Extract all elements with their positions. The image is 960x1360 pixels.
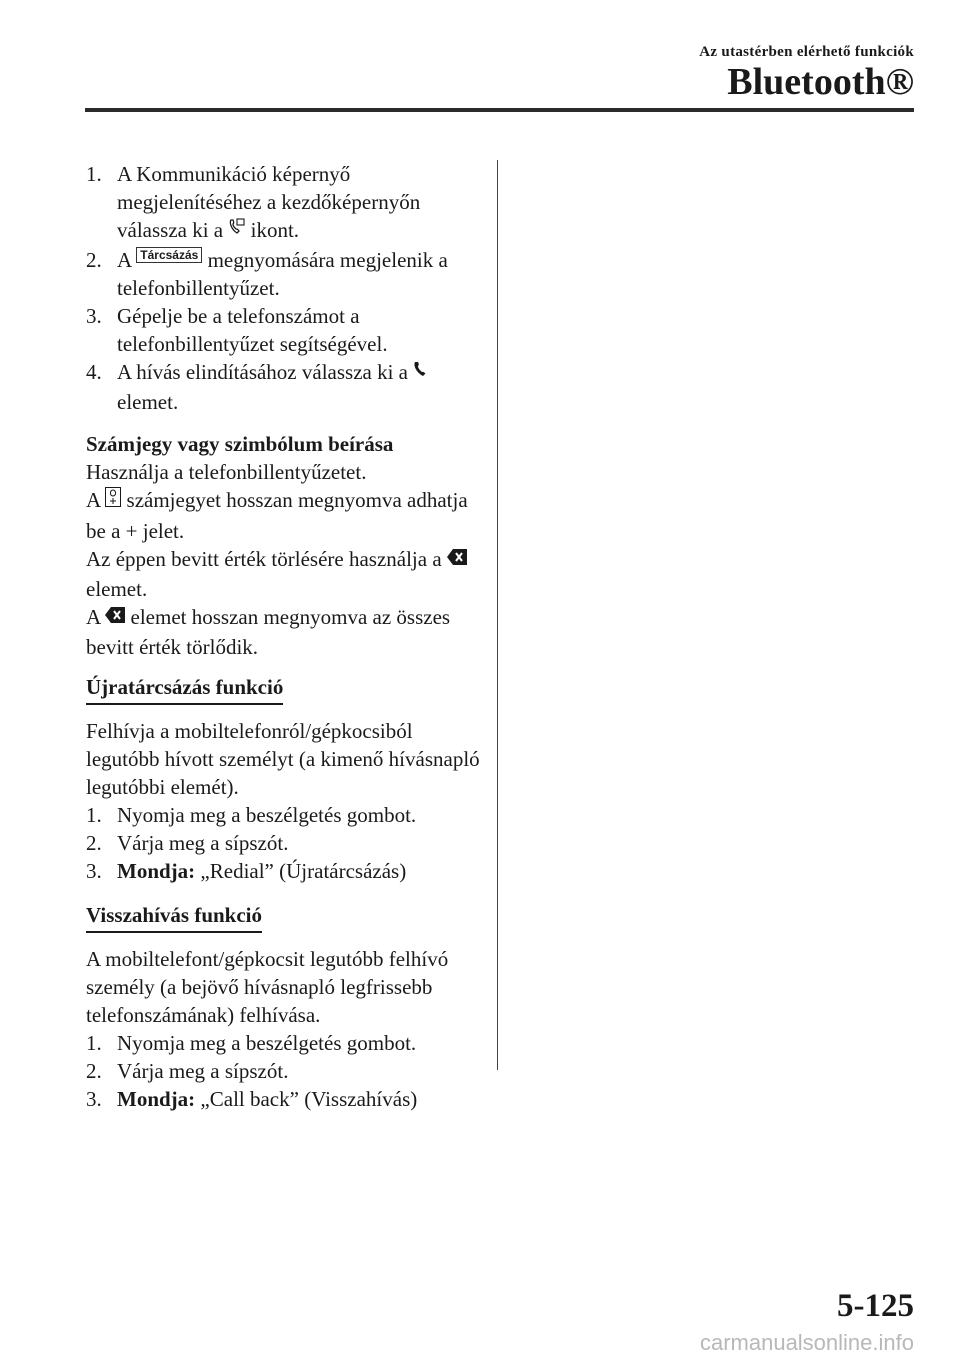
callback-steps — [86, 1029, 486, 1113]
list-item: 1. Nyomja meg a beszélgetés gombot. — [86, 802, 417, 827]
communication-icon — [228, 215, 245, 243]
list-item: 2. Várja meg a sípszót. — [86, 1058, 289, 1083]
paragraph: A számjegyet hosszan megnyomva adhatja be a + jelet. — [86, 486, 486, 544]
paragraph: A elemet hosszan megnyomva az összes bevitt érték törlődik. — [86, 603, 486, 661]
list-item: 1. Nyomja meg a beszélgetés gombot. — [86, 1030, 417, 1055]
watermark: carmanualsonline.info — [699, 1330, 914, 1355]
heading-input: Számjegy vagy szimbólum beírása — [86, 432, 394, 457]
paragraph: Használja a telefonbillentyűzetet. — [86, 460, 367, 485]
column-divider — [497, 160, 498, 1070]
paragraph: A mobiltelefont/gépkocsit legutóbb felhívó személy (a bejövő hívásnapló legfrissebb telefonszámának) felhívása. — [86, 946, 449, 1027]
dial-steps — [86, 160, 486, 416]
list-item: 1. A Kommunikáció képernyő megjelenítéséhez a kezdőképernyőn válassza ki a ikont. — [86, 162, 421, 242]
heading-callback: Visszahívás funkció — [86, 901, 262, 933]
dial-button-label: Tárcsázás — [136, 247, 202, 263]
left-column — [86, 160, 486, 1113]
paragraph: Felhívja a mobiltelefonról/gépkocsiból legutóbb hívott személyt (a kimenő hívásnapló legutóbbi elemét). — [86, 718, 480, 799]
list-item: 2. Várja meg a sípszót. — [86, 830, 289, 855]
paragraph: Az éppen bevitt érték törlésére használja a elemet. — [86, 545, 486, 603]
page-number: 5-125 — [837, 1288, 914, 1324]
list-item: 2. A Tárcsázás megnyomására megjelenik a telefonbillentyűzet. — [86, 248, 448, 301]
redial-steps — [86, 801, 486, 885]
backspace-icon — [447, 544, 467, 572]
phone-call-icon — [413, 357, 429, 385]
zero-plus-key-icon — [105, 486, 121, 514]
backspace-icon — [105, 602, 125, 630]
list-item: 3. Mondja: „Redial” (Újratárcsázás) — [86, 858, 407, 883]
heading-redial: Újratárcsázás funkció — [86, 673, 283, 705]
header-rule — [85, 108, 914, 112]
list-item: 3. Gépelje be a telefonszámot a telefonbillentyűzet segítségével. — [86, 304, 388, 357]
section-title: Bluetooth® — [727, 61, 914, 103]
list-item: 3. Mondja: „Call back” (Visszahívás) — [86, 1086, 418, 1111]
chapter-subtitle: Az utastérben elérhető funkciók — [699, 44, 914, 60]
list-item: 4. A hívás elindításához válassza ki a elemet. — [86, 358, 486, 416]
